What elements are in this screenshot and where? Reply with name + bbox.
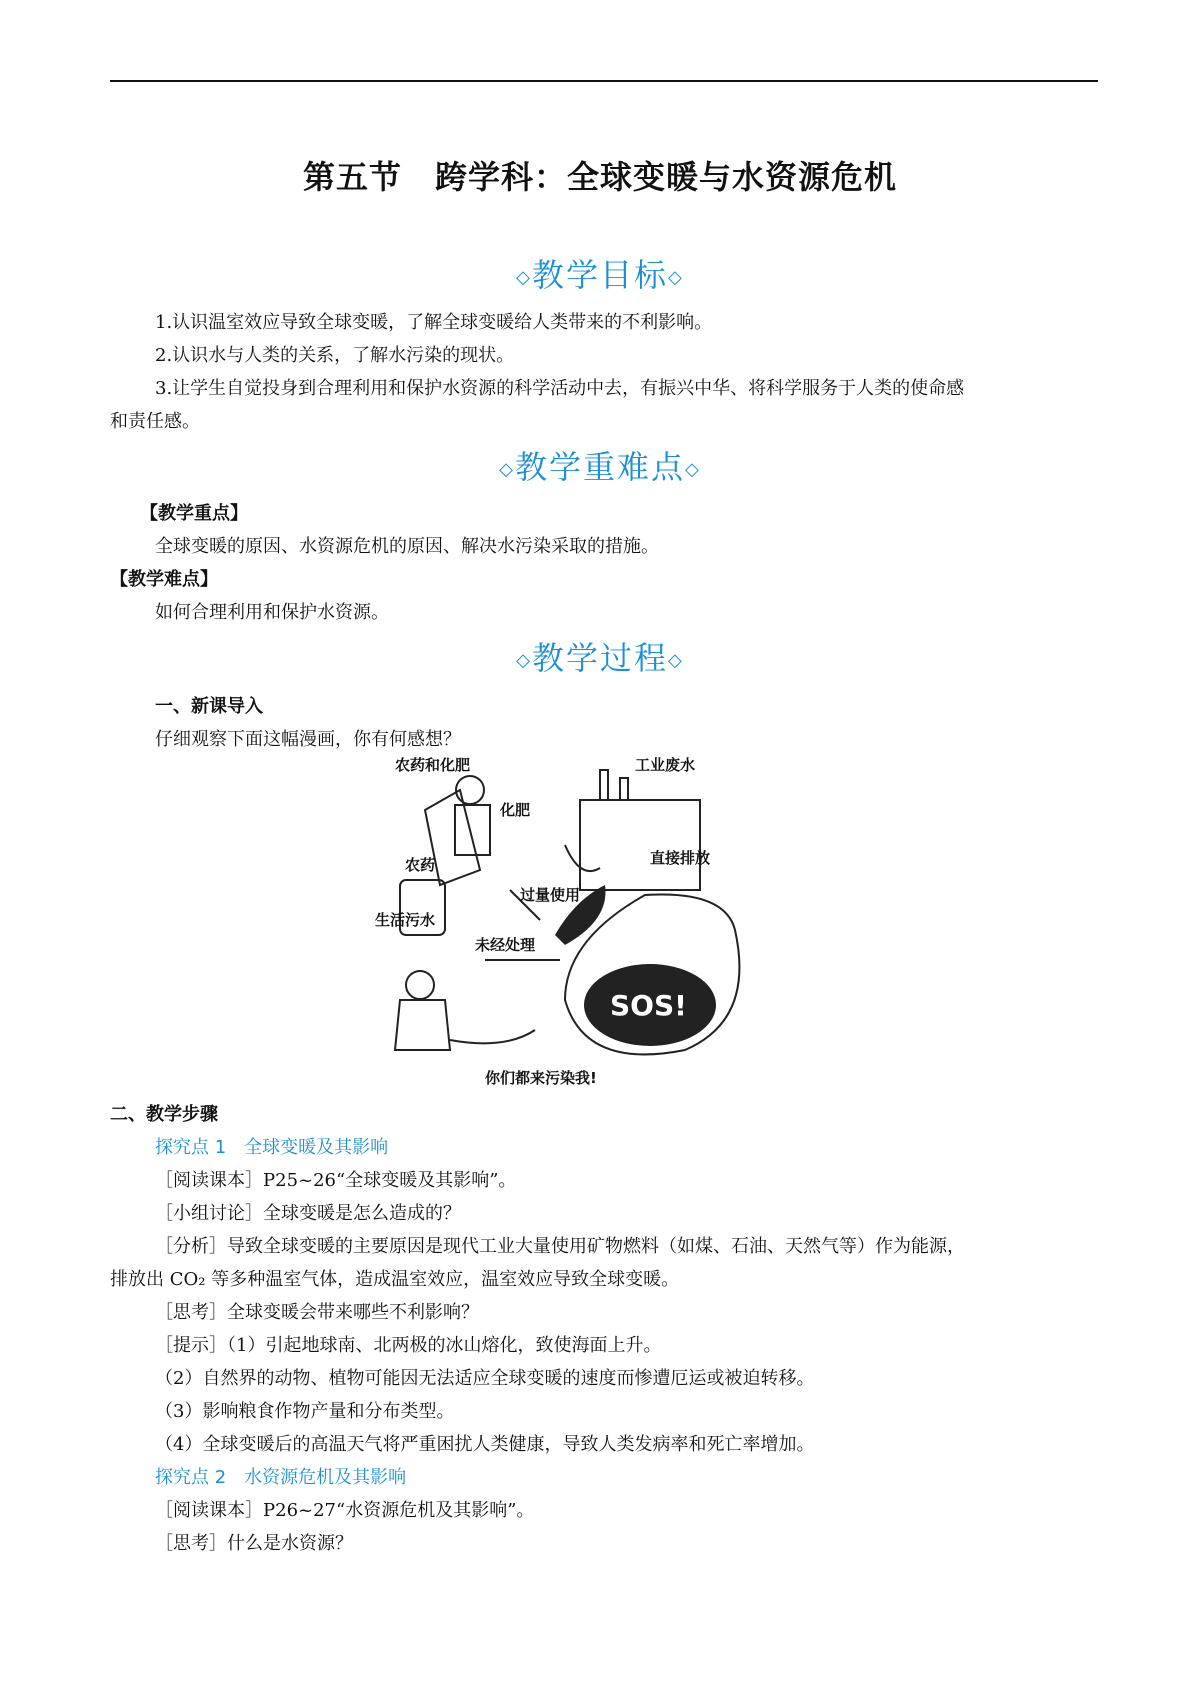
label-untreated: 未经处理 — [475, 936, 536, 954]
step-line: ［思考］什么是水资源？ — [155, 1533, 353, 1554]
steps-heading: 二、教学步骤 — [110, 1104, 218, 1125]
diamond-icon: ◇ — [499, 459, 515, 480]
pollution-cartoon — [375, 750, 795, 1090]
step-line: ［思考］全球变暖会带来哪些不利影响？ — [155, 1302, 479, 1323]
difficulty-label: 【教学难点】 — [110, 569, 218, 590]
label-pesticide: 农药 — [405, 856, 436, 874]
diamond-icon: ◇ — [668, 267, 684, 288]
focus-text: 全球变暖的原因、水资源危机的原因、解决水污染采取的措施。 — [155, 536, 659, 557]
step-line: ［提示］（1）引起地球南、北两极的冰山熔化，致使海面上升。 — [155, 1335, 662, 1356]
figure-caption: 你们都来污染我! — [485, 1069, 597, 1087]
goal-item: 2.认识水与人类的关系，了解水污染的现状。 — [155, 345, 515, 366]
pipe-shape — [565, 845, 600, 871]
topic-1-heading: 探究点 1 全球变暖及其影响 — [155, 1137, 389, 1158]
label-sos: SOS! — [610, 989, 687, 1022]
chimney-shape — [600, 770, 608, 800]
goal-item: 1.认识温室效应导致全球变暖，了解全球变暖给人类带来的不利影响。 — [155, 312, 713, 333]
section-heading-keypoints: ◇教学重难点◇ — [499, 448, 701, 486]
label-industrial-wastewater: 工业废水 — [635, 756, 696, 774]
diamond-icon: ◇ — [516, 650, 532, 671]
label-pesticide-fertilizer: 农药和化肥 — [395, 756, 471, 774]
label-overuse: 过量使用 — [520, 886, 581, 904]
person-body-shape — [395, 1000, 450, 1050]
step-line: 排放出 CO₂ 等多种温室气体，造成温室效应，温室效应导致全球变暖。 — [110, 1269, 680, 1290]
section-heading-goals: ◇教学目标◇ — [516, 256, 684, 294]
topic-2-heading: 探究点 2 水资源危机及其影响 — [155, 1467, 407, 1488]
chimney-shape — [620, 778, 628, 800]
step-line: （4）全球变暖后的高温天气将严重困扰人类健康，导致人类发病率和死亡率增加。 — [155, 1434, 815, 1455]
diamond-icon: ◇ — [685, 459, 701, 480]
top-rule — [110, 80, 1098, 82]
label-fertilizer: 化肥 — [500, 801, 531, 819]
step-line: ［阅读课本］P25~26“全球变暖及其影响”。 — [155, 1170, 517, 1191]
step-line: （3）影响粮食作物产量和分布类型。 — [155, 1401, 455, 1422]
factory-shape — [580, 800, 700, 890]
intro-heading: 一、新课导入 — [155, 696, 263, 717]
page-title: 第五节 跨学科：全球变暖与水资源危机 — [302, 158, 897, 196]
step-line: ［小组讨论］全球变暖是怎么造成的？ — [155, 1203, 461, 1224]
diamond-icon: ◇ — [668, 650, 684, 671]
diamond-icon: ◇ — [516, 267, 532, 288]
label-domestic-sewage: 生活污水 — [375, 911, 436, 929]
farmer-body-shape — [455, 805, 490, 855]
focus-label: 【教学重点】 — [140, 503, 248, 524]
step-line: ［阅读课本］P26~27“水资源危机及其影响”。 — [155, 1500, 535, 1521]
sewage-stream-shape — [450, 1030, 535, 1043]
goal-item: 和责任感。 — [110, 411, 200, 432]
section-heading-process: ◇教学过程◇ — [516, 639, 684, 677]
goal-item: 3.让学生自觉投身到合理利用和保护水资源的科学活动中去，有振兴中华、将科学服务于人类的使命感 — [155, 378, 965, 399]
step-line: （2）自然界的动物、植物可能因无法适应全球变暖的速度而惨遭厄运或被迫转移。 — [155, 1368, 815, 1389]
label-direct-discharge: 直接排放 — [650, 849, 711, 867]
step-line: ［分析］导致全球变暖的主要原因是现代工业大量使用矿物燃料（如煤、石油、天然气等）作为能源， — [155, 1236, 965, 1257]
intro-text: 仔细观察下面这幅漫画，你有何感想？ — [155, 729, 461, 750]
person-head-shape — [406, 971, 434, 999]
difficulty-text: 如何合理利用和保护水资源。 — [155, 602, 389, 623]
